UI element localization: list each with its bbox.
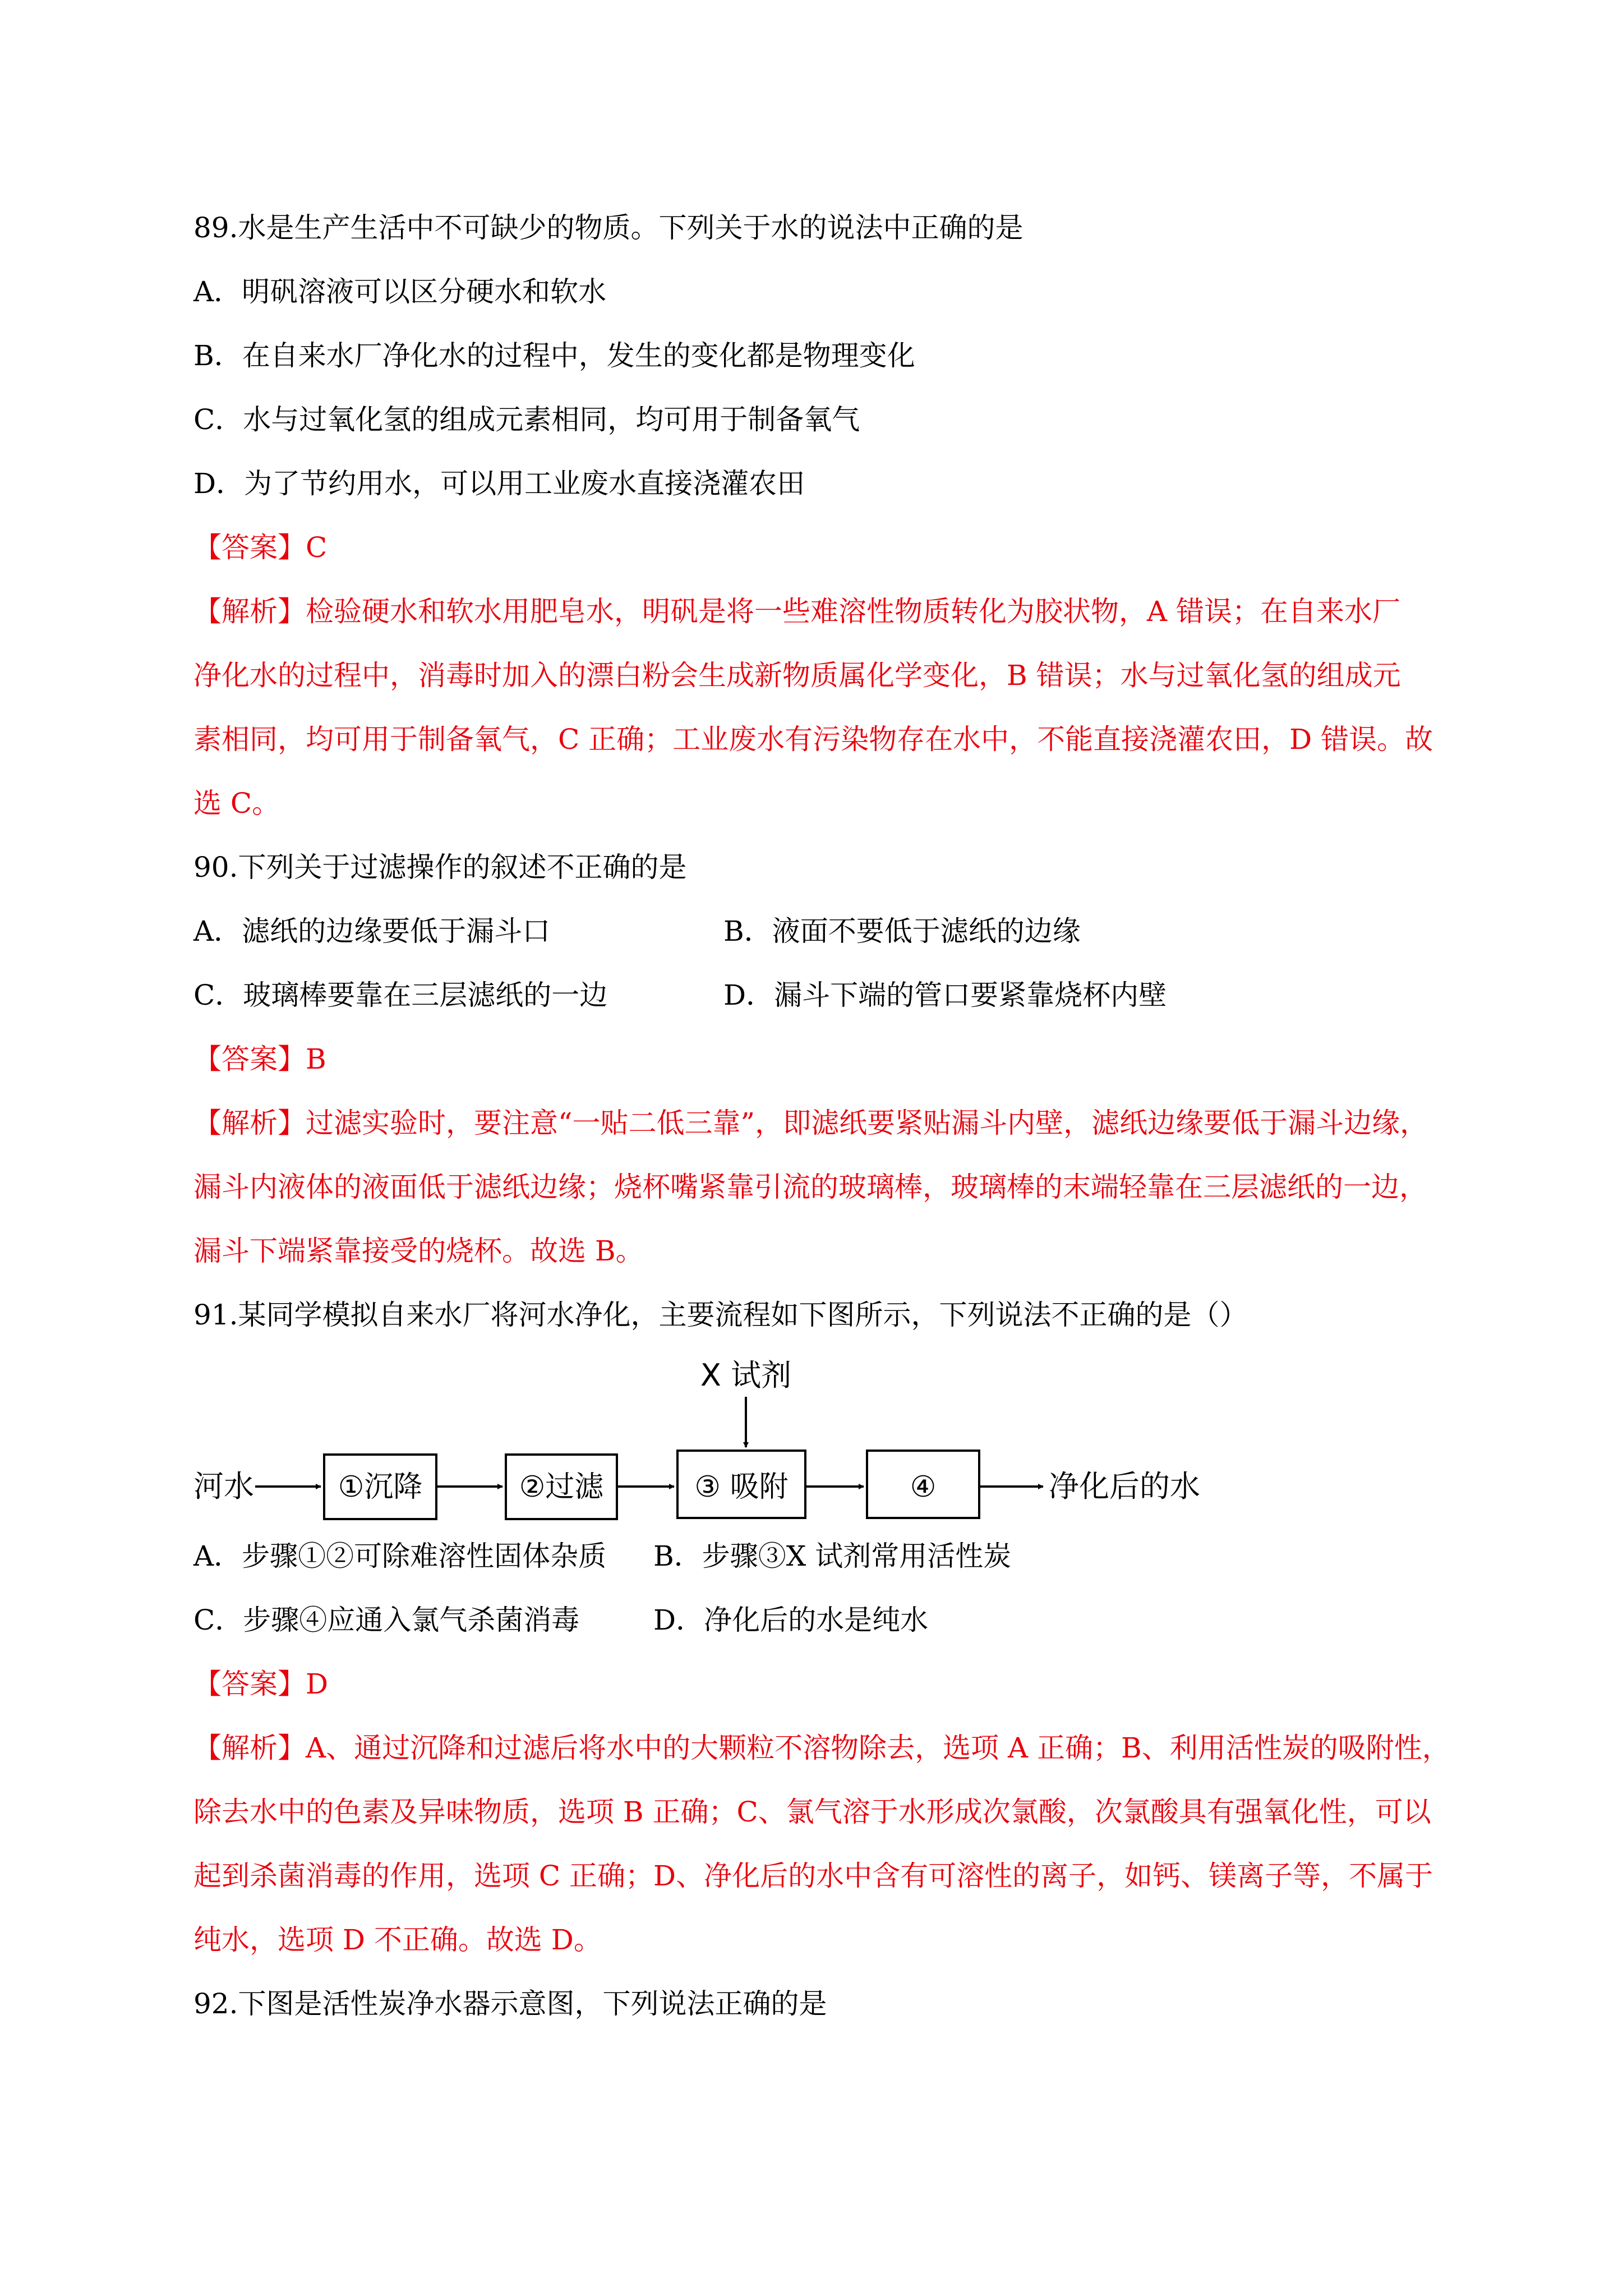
question-89-analysis-line-2: 净化水的过程中，消毒时加入的漂白粉会生成新物质属化学变化，B 错误；水与过氧化氢的组成元 bbox=[193, 659, 1401, 692]
question-91-analysis-line-3: 起到杀菌消毒的作用，选项 C 正确；D、净化后的水中含有可溶性的离子，如钙、镁离子等，不属于 bbox=[193, 1860, 1433, 1892]
question-92-stem: 92.下图是活性炭净水器示意图，下列说法正确的是 bbox=[193, 1987, 827, 2020]
question-91-analysis-line-2: 除去水中的色素及异味物质，选项 B 正确；C、氯气溶于水形成次氯酸，次氯酸具有强氧化性，可以 bbox=[193, 1796, 1431, 1828]
step-3-label: ③ 吸附 bbox=[694, 1470, 789, 1504]
question-90-analysis-line-1: 【解析】过滤实验时，要注意“一贴二低三靠”，即滤纸要紧贴漏斗内壁，滤纸边缘要低于漏斗边缘， bbox=[193, 1107, 1428, 1139]
question-89-option-a: A．明矾溶液可以区分硬水和软水 bbox=[193, 275, 607, 308]
question-91-answer: 【答案】D bbox=[193, 1668, 329, 1700]
diagram-reagent-label: X 试剂 bbox=[700, 1358, 792, 1393]
question-89-option-d: D．为了节约用水，可以用工业废水直接浇灌农田 bbox=[193, 467, 805, 500]
diagram-output-label: 净化后的水 bbox=[1049, 1469, 1200, 1504]
question-91-option-d: D．净化后的水是纯水 bbox=[653, 1604, 929, 1636]
question-90-option-d: D．漏斗下端的管口要紧靠烧杯内壁 bbox=[723, 979, 1167, 1011]
question-91-stem: 91.某同学模拟自来水厂将河水净化，主要流程如下图所示，下列说法不正确的是（） bbox=[193, 1299, 1248, 1331]
question-91-analysis-line-1: 【解析】A、通过沉降和过滤后将水中的大颗粒不溶物除去，选项 A 正确；B、利用活性炭的吸附性， bbox=[193, 1732, 1450, 1764]
water-purification-flow-diagram bbox=[191, 1346, 1200, 1526]
question-91-option-c: C．步骤④应通入氯气杀菌消毒 bbox=[193, 1604, 580, 1636]
question-89-option-b: B．在自来水厂净化水的过程中，发生的变化都是物理变化 bbox=[193, 339, 915, 372]
step-4-label: ④ bbox=[910, 1470, 937, 1504]
question-90-analysis-line-2: 漏斗内液体的液面低于滤纸边缘；烧杯嘴紧靠引流的玻璃棒，玻璃棒的末端轻靠在三层滤纸的一边， bbox=[193, 1171, 1427, 1203]
question-89-analysis-line-4: 选 C。 bbox=[193, 787, 280, 820]
question-90-option-b: B．液面不要低于滤纸的边缘 bbox=[723, 915, 1081, 947]
question-89-answer: 【答案】C bbox=[193, 531, 328, 564]
step-1-label: ①沉降 bbox=[338, 1470, 423, 1504]
question-90-analysis-line-3: 漏斗下端紧靠接受的烧杯。故选 B。 bbox=[193, 1235, 644, 1267]
question-89-option-c: C．水与过氧化氢的组成元素相同，均可用于制备氧气 bbox=[193, 403, 860, 436]
question-91-option-a: A．步骤①②可除难溶性固体杂质 bbox=[193, 1540, 607, 1572]
question-89-analysis-line-1: 【解析】检验硬水和软水用肥皂水，明矾是将一些难溶性物质转化为胶状物，A 错误；在自来水厂 bbox=[193, 595, 1400, 628]
question-90-option-a: A．滤纸的边缘要低于漏斗口 bbox=[193, 915, 551, 947]
question-89-stem: 89.水是生产生活中不可缺少的物质。下列关于水的说法中正确的是 bbox=[193, 211, 1023, 244]
step-2-label: ②过滤 bbox=[519, 1470, 604, 1504]
question-90-stem: 90.下列关于过滤操作的叙述不正确的是 bbox=[193, 851, 687, 884]
diagram-input-label: 河水 bbox=[193, 1469, 254, 1504]
question-90-answer: 【答案】B bbox=[193, 1043, 326, 1075]
question-91-analysis-line-4: 纯水，选项 D 不正确。故选 D。 bbox=[193, 1924, 602, 1956]
question-91-option-b: B．步骤③X 试剂常用活性炭 bbox=[653, 1540, 1012, 1572]
question-89-analysis-line-3: 素相同，均可用于制备氧气，C 正确；工业废水有污染物存在水中，不能直接浇灌农田，D 错误。故 bbox=[193, 723, 1433, 756]
question-90-option-c: C．玻璃棒要靠在三层滤纸的一边 bbox=[193, 979, 608, 1011]
